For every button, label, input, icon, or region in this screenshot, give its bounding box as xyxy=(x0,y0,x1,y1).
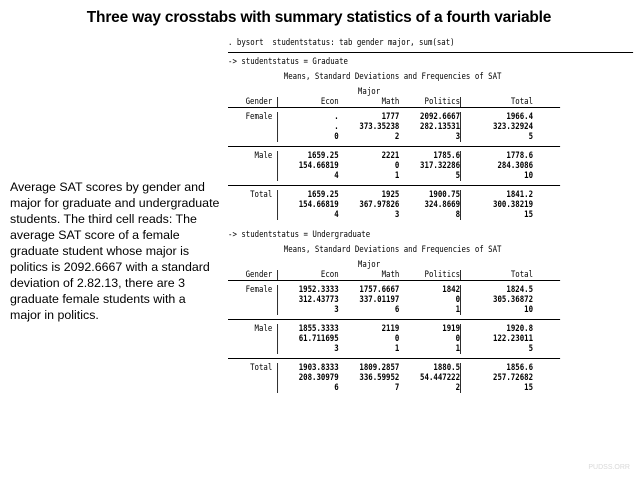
cell-sd: 208.30979 xyxy=(298,373,339,383)
cell-sd: 61.711695 xyxy=(298,334,339,344)
cell-sd: 373.35238 xyxy=(359,122,400,132)
cell-freq: 3 xyxy=(394,210,400,220)
row-label: Total xyxy=(250,363,273,373)
cell-freq: 5 xyxy=(528,132,534,142)
row-label: Female xyxy=(245,112,273,122)
watermark: PUDSS.ORR xyxy=(588,464,630,471)
table-row xyxy=(228,359,560,397)
table-row xyxy=(228,147,560,186)
cell-freq: 6 xyxy=(394,305,400,315)
row-variable-label: Gender xyxy=(245,97,273,107)
row-label: Total xyxy=(250,190,273,200)
cell-mean: 2092.6667 xyxy=(420,112,461,122)
cell-freq: 15 xyxy=(524,383,534,393)
table-cell xyxy=(339,285,400,315)
cell-sd: 336.59952 xyxy=(359,373,400,383)
panel-subtitle: Means, Standard Deviations and Frequencies of SAT xyxy=(283,72,502,82)
panel-header: -> studentstatus = Undergraduate xyxy=(228,230,371,240)
cell-freq: 1 xyxy=(394,344,400,354)
row-variable-label: Gender xyxy=(245,270,273,280)
cell-sd: 0 xyxy=(394,334,400,344)
cell-sd: 0 xyxy=(455,334,461,344)
table-cell xyxy=(278,324,339,354)
column-header: Politics xyxy=(424,270,461,280)
cell-freq: 15 xyxy=(524,210,534,220)
cell-freq: 5 xyxy=(528,344,534,354)
column-group-label: Major xyxy=(357,260,381,270)
cell-sd: 54.447222 xyxy=(420,373,461,383)
table-cell xyxy=(461,285,533,315)
cell-sd: 317.32286 xyxy=(420,161,461,171)
cell-freq: 6 xyxy=(334,383,339,393)
row-label: Female xyxy=(245,285,273,295)
column-header: Econ xyxy=(320,97,339,107)
cell-freq: 10 xyxy=(524,171,534,181)
cell-sd: 324.8669 xyxy=(424,200,461,210)
cell-sd: 367.97826 xyxy=(359,200,400,210)
cell-mean: 1757.6667 xyxy=(359,285,400,295)
table-cell xyxy=(278,190,339,220)
table-row xyxy=(228,108,560,147)
table-cell xyxy=(278,151,339,181)
cell-mean: 1785.6 xyxy=(433,151,461,161)
column-header: Econ xyxy=(320,270,339,280)
table-cell xyxy=(399,190,460,220)
cell-freq: 0 xyxy=(334,132,339,142)
crosstab-panel xyxy=(228,57,560,224)
table-cell xyxy=(399,363,460,393)
table-row xyxy=(228,320,560,359)
cell-sd: 0 xyxy=(394,161,400,171)
crosstab-panel xyxy=(228,230,560,397)
table-cell xyxy=(461,112,533,142)
cell-mean: . xyxy=(334,112,339,122)
cell-mean: 1919 xyxy=(442,324,461,334)
column-header: Math xyxy=(381,270,400,280)
cell-sd: 312.43773 xyxy=(298,295,339,305)
table-cell xyxy=(399,112,460,142)
table-cell xyxy=(339,112,400,142)
cell-mean: 1966.4 xyxy=(506,112,534,122)
cell-freq: 5 xyxy=(455,171,461,181)
table-cell xyxy=(339,363,400,393)
cell-sd: 154.66819 xyxy=(298,161,339,171)
slide-title: Three way crosstabs with summary statistics of a fourth variable xyxy=(86,9,552,26)
column-header: Math xyxy=(381,97,400,107)
cell-mean: 1824.5 xyxy=(506,285,534,295)
cell-freq: 10 xyxy=(524,305,534,315)
table-cell xyxy=(278,363,339,393)
divider-line xyxy=(228,52,633,53)
cell-mean: 2119 xyxy=(381,324,400,334)
cell-mean: 1880.5 xyxy=(433,363,461,373)
cell-mean: 1842 xyxy=(442,285,461,295)
table-cell xyxy=(461,151,533,181)
table-cell xyxy=(399,285,460,315)
cell-freq: 1 xyxy=(455,305,461,315)
row-label: Male xyxy=(254,324,273,334)
table-cell xyxy=(339,151,400,181)
cell-sd: 257.72682 xyxy=(493,373,534,383)
cell-freq: 8 xyxy=(455,210,461,220)
cell-mean: 1952.3333 xyxy=(298,285,339,295)
cell-freq: 1 xyxy=(455,344,461,354)
panel-subtitle: Means, Standard Deviations and Frequencies of SAT xyxy=(283,245,502,255)
table-cell xyxy=(399,324,460,354)
cell-freq: 2 xyxy=(455,383,461,393)
cell-mean: 1659.25 xyxy=(307,151,339,161)
stata-output xyxy=(228,38,560,397)
cell-mean: 1778.6 xyxy=(506,151,534,161)
cell-mean: 1855.3333 xyxy=(298,324,339,334)
panels-container xyxy=(228,57,560,397)
cell-sd: 282.13531 xyxy=(420,122,461,132)
cell-freq: 2 xyxy=(394,132,400,142)
row-label: Male xyxy=(254,151,273,161)
cell-mean: 2221 xyxy=(381,151,400,161)
cell-freq: 4 xyxy=(334,210,339,220)
cell-sd: 154.66819 xyxy=(298,200,339,210)
cell-mean: 1659.25 xyxy=(307,190,339,200)
cell-sd: 305.36872 xyxy=(493,295,534,305)
cell-freq: 4 xyxy=(334,171,339,181)
cell-mean: 1925 xyxy=(381,190,400,200)
column-header: Politics xyxy=(424,97,461,107)
column-header: Total xyxy=(510,270,534,280)
panel-header: -> studentstatus = Graduate xyxy=(228,57,348,67)
cell-sd: 284.3086 xyxy=(497,161,534,171)
cell-mean: 1920.8 xyxy=(506,324,534,334)
table-row xyxy=(228,281,560,320)
cell-freq: 7 xyxy=(394,383,400,393)
cell-mean: 1841.2 xyxy=(506,190,534,200)
cell-mean: 1900.75 xyxy=(428,190,461,200)
cell-sd: 337.01197 xyxy=(359,295,400,305)
cell-freq: 3 xyxy=(334,305,339,315)
cell-sd: 300.38219 xyxy=(493,200,534,210)
table-cell xyxy=(278,285,339,315)
cell-freq: 3 xyxy=(334,344,339,354)
description-text: Average SAT scores by gender and major for graduate and undergraduate students. The third cell reads: The average SAT score of a female graduate student whose major is politics is 2092.6667 with a standard deviation of 2.82.13, there are 3 graduate female students with a major in politics. xyxy=(10,180,220,322)
table-row xyxy=(228,186,560,224)
command-line: . bysort studentstatus: tab gender major, sum(sat) xyxy=(228,38,455,48)
table-cell xyxy=(278,112,339,142)
table-cell xyxy=(461,363,533,393)
table-cell xyxy=(339,190,400,220)
table-cell xyxy=(461,190,533,220)
cell-freq: 3 xyxy=(455,132,461,142)
cell-sd: . xyxy=(334,122,339,132)
cell-mean: 1856.6 xyxy=(506,363,534,373)
cell-sd: 323.32924 xyxy=(493,122,534,132)
cell-mean: 1903.8333 xyxy=(298,363,339,373)
cell-sd: 122.23011 xyxy=(493,334,534,344)
table-cell xyxy=(399,151,460,181)
cell-mean: 1809.2857 xyxy=(359,363,400,373)
cell-sd: 0 xyxy=(455,295,461,305)
cell-mean: 1777 xyxy=(381,112,400,122)
column-header: Total xyxy=(510,97,534,107)
table-cell xyxy=(461,324,533,354)
cell-freq: 1 xyxy=(394,171,400,181)
column-group-label: Major xyxy=(357,87,381,97)
table-cell xyxy=(339,324,400,354)
